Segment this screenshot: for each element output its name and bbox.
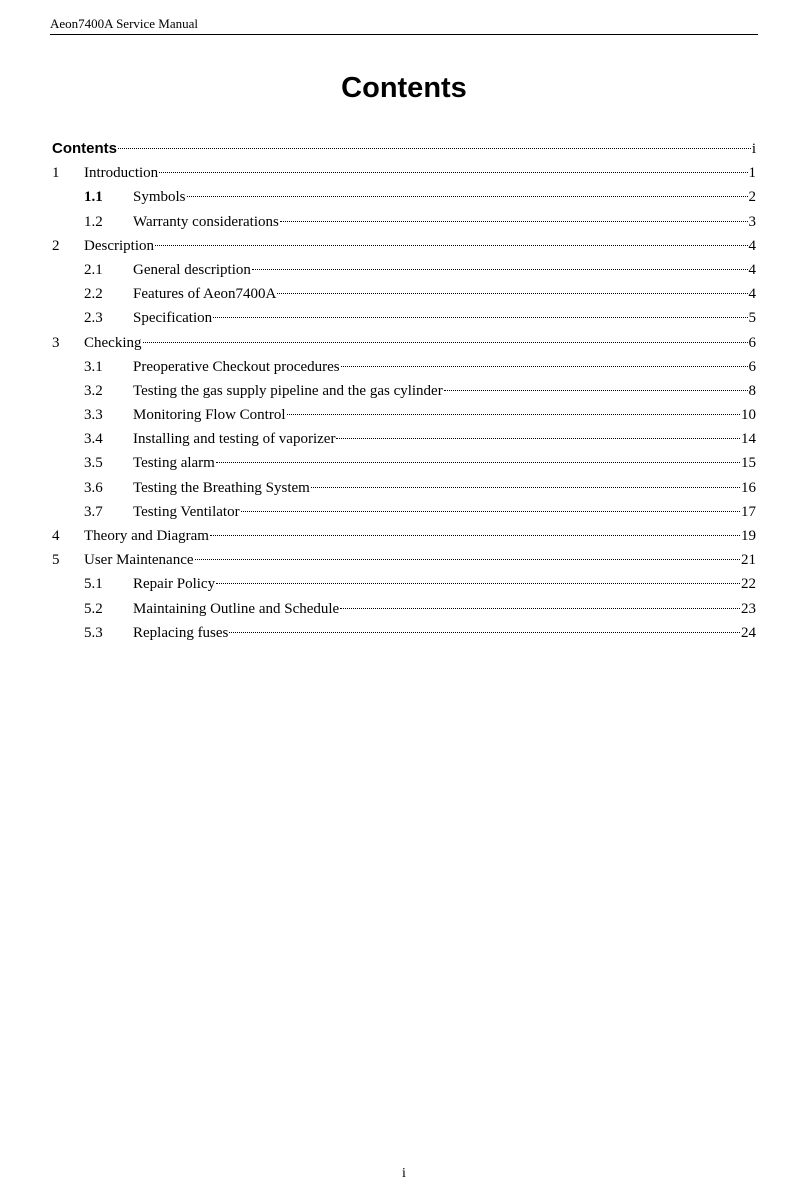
dot-leader xyxy=(341,366,748,367)
toc-entry-page: 3 xyxy=(748,213,756,230)
toc-entry-page: 19 xyxy=(741,528,756,544)
dot-leader xyxy=(287,414,740,415)
toc-entry-number: 2.3 xyxy=(84,310,103,327)
toc-entry-number: 5.2 xyxy=(84,600,103,617)
toc-entry-label: Description xyxy=(84,237,154,254)
toc-entry-label: Replacing fuses xyxy=(133,624,229,641)
dot-leader xyxy=(155,245,748,246)
toc-entry-number: 3.1 xyxy=(84,358,103,375)
dot-leader xyxy=(340,608,740,609)
toc-entry[interactable] xyxy=(52,548,756,572)
toc-entry[interactable] xyxy=(52,451,756,475)
toc-entry[interactable] xyxy=(52,379,756,403)
toc-entry[interactable] xyxy=(52,137,756,161)
toc-entry[interactable] xyxy=(52,258,756,282)
toc-entry-page: i xyxy=(751,141,756,157)
page-number: i xyxy=(402,1166,406,1181)
toc-entry-page: 4 xyxy=(748,261,756,278)
toc-entry-page: 8 xyxy=(748,382,756,399)
toc-entry-number: 3.2 xyxy=(84,382,103,399)
page-title: Contents xyxy=(341,72,467,104)
dot-leader xyxy=(143,342,748,343)
dot-leader xyxy=(241,511,740,512)
toc-entry[interactable] xyxy=(52,331,756,355)
toc-entry-page: 23 xyxy=(741,600,756,617)
toc-entry-page: 16 xyxy=(741,479,756,496)
toc-entry-label: Installing and testing of vaporizer xyxy=(133,431,336,448)
toc-entry[interactable] xyxy=(52,210,756,234)
toc-entry-number: 3.3 xyxy=(84,407,103,424)
dot-leader xyxy=(444,390,748,391)
dot-leader xyxy=(216,583,740,584)
toc-entry-label: Symbols xyxy=(133,189,186,206)
toc-entry-number: 5 xyxy=(52,552,60,569)
dot-leader xyxy=(229,632,740,633)
toc-entry-label: Testing alarm xyxy=(133,455,215,472)
toc-entry-label: Specification xyxy=(133,310,213,327)
toc-entry-label: Testing Ventilator xyxy=(133,503,240,520)
dot-leader xyxy=(187,196,748,197)
dot-leader xyxy=(210,535,740,536)
toc-entry[interactable] xyxy=(52,572,756,596)
dot-leader xyxy=(311,487,740,488)
dot-leader xyxy=(252,269,748,270)
toc-entry-number: 3.7 xyxy=(84,503,103,520)
toc-entry-label: Features of Aeon7400A xyxy=(133,286,277,303)
toc-entry-label: Contents xyxy=(52,140,117,157)
toc-entry-page: 4 xyxy=(748,286,756,303)
toc-entry[interactable] xyxy=(52,161,756,185)
dot-leader xyxy=(216,462,740,463)
table-of-contents xyxy=(52,137,756,645)
toc-entry-label: Repair Policy xyxy=(133,576,216,593)
running-header: Aeon7400A Service Manual xyxy=(50,16,758,35)
toc-entry-page: 24 xyxy=(741,624,756,641)
dot-leader xyxy=(336,438,740,439)
toc-entry-number: 3 xyxy=(52,334,60,351)
toc-entry-page: 15 xyxy=(741,455,756,472)
toc-entry-label: Preoperative Checkout procedures xyxy=(133,358,340,375)
dot-leader xyxy=(159,172,747,173)
toc-entry-label: Testing the gas supply pipeline and the gas cylinder xyxy=(133,382,443,399)
toc-entry-number: 2.2 xyxy=(84,286,103,303)
toc-entry-number: 4 xyxy=(52,528,60,544)
dot-leader xyxy=(118,148,751,149)
toc-entry-number: 1.1 xyxy=(84,189,103,206)
toc-entry-page: 6 xyxy=(748,334,756,351)
toc-entry[interactable] xyxy=(52,282,756,306)
toc-entry-page: 14 xyxy=(741,431,756,448)
toc-entry[interactable] xyxy=(52,524,756,548)
toc-entry-page: 17 xyxy=(741,503,756,520)
toc-entry-page: 22 xyxy=(741,576,756,593)
toc-entry-label: General description xyxy=(133,261,251,278)
toc-entry-page: 6 xyxy=(748,358,756,375)
toc-entry-label: User Maintenance xyxy=(84,552,194,569)
toc-entry-page: 10 xyxy=(741,407,756,424)
toc-entry-label: Warranty considerations xyxy=(133,213,279,230)
toc-entry-label: Testing the Breathing System xyxy=(133,479,310,496)
toc-entry[interactable] xyxy=(52,500,756,524)
toc-entry-label: Introduction xyxy=(84,165,159,182)
toc-entry-number: 5.3 xyxy=(84,624,103,641)
toc-entry[interactable] xyxy=(52,476,756,500)
dot-leader xyxy=(277,293,747,294)
toc-entry-label: Checking xyxy=(84,334,142,351)
toc-entry-page: 2 xyxy=(748,189,756,206)
toc-entry[interactable] xyxy=(52,185,756,209)
toc-entry-number: 5.1 xyxy=(84,576,103,593)
toc-entry[interactable] xyxy=(52,306,756,330)
toc-entry-number: 1 xyxy=(52,165,60,182)
toc-entry-page: 21 xyxy=(741,552,756,569)
toc-entry-label: Maintaining Outline and Schedule xyxy=(133,600,340,617)
toc-entry[interactable] xyxy=(52,355,756,379)
toc-entry-page: 4 xyxy=(748,237,756,254)
toc-entry[interactable] xyxy=(52,621,756,645)
toc-entry-page: 5 xyxy=(748,310,756,327)
toc-entry[interactable] xyxy=(52,403,756,427)
toc-entry[interactable] xyxy=(52,234,756,258)
toc-entry-number: 1.2 xyxy=(84,213,103,230)
dot-leader xyxy=(195,559,740,560)
toc-entry-number: 3.6 xyxy=(84,479,103,496)
toc-entry-number: 3.4 xyxy=(84,431,103,448)
toc-entry[interactable] xyxy=(52,427,756,451)
toc-entry-number: 2 xyxy=(52,237,60,254)
toc-entry-label: Theory and Diagram xyxy=(84,528,209,544)
dot-leader xyxy=(280,221,748,222)
toc-entry[interactable] xyxy=(52,597,756,621)
toc-entry-label: Monitoring Flow Control xyxy=(133,407,286,424)
toc-entry-page: 1 xyxy=(748,165,756,182)
toc-entry-number: 2.1 xyxy=(84,261,103,278)
toc-entry-number: 3.5 xyxy=(84,455,103,472)
dot-leader xyxy=(213,317,747,318)
